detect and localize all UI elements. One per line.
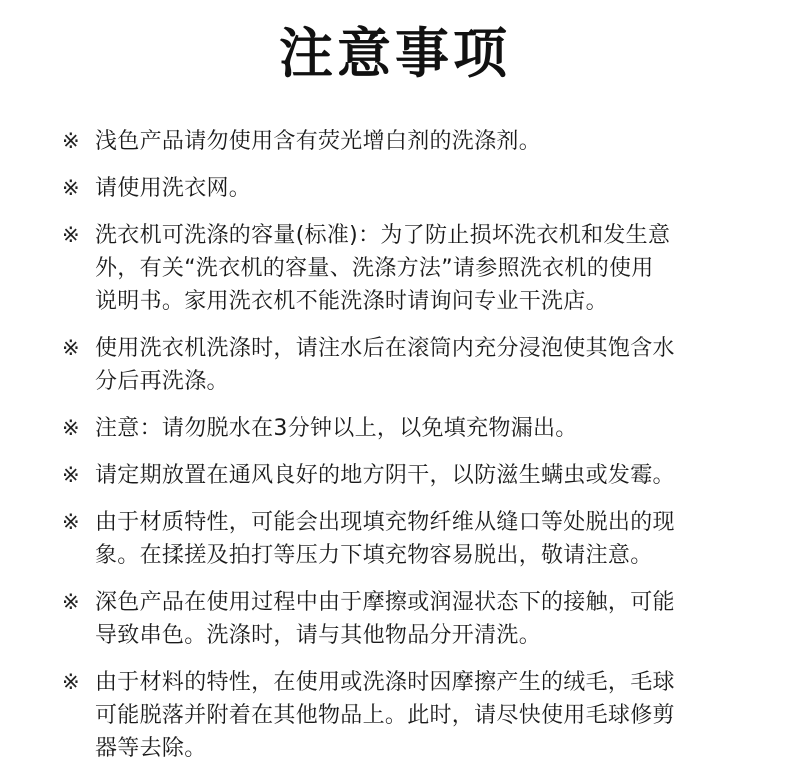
notice-line: 注意：请勿脱水在3分钟以上，以免填充物漏出。 <box>95 416 578 441</box>
notice-text <box>95 666 762 765</box>
notice-text <box>95 506 762 572</box>
reference-mark-icon: ※ <box>62 416 80 440</box>
reference-mark-icon: ※ <box>62 223 80 247</box>
notice-line: 深色产品在使用过程中由于摩擦或润湿状态下的接触，可能 <box>95 590 675 615</box>
notice-item <box>62 666 762 765</box>
notice-item <box>62 459 762 492</box>
notice-text <box>95 412 762 445</box>
notice-item <box>62 219 762 318</box>
reference-mark-icon: ※ <box>62 336 80 360</box>
notice-text <box>95 172 762 205</box>
notice-line: 外，有关“洗衣机的容量、洗涤方法”请参照洗衣机的使用 <box>95 256 654 281</box>
notice-text <box>95 332 762 398</box>
notice-list <box>62 125 762 779</box>
notice-line: 导致串色。洗涤时，请与其他物品分开清洗。 <box>95 623 542 648</box>
notice-item <box>62 586 762 652</box>
notice-line: 使用洗衣机洗涤时，请注水后在滚筒内充分浸泡使其饱含水 <box>95 336 675 361</box>
notice-line: 由于材料的特性，在使用或洗涤时因摩擦产生的绒毛，毛球 <box>95 670 675 695</box>
notice-line: 洗衣机可洗涤的容量(标准)：为了防止损坏洗衣机和发生意 <box>95 223 671 248</box>
reference-mark-icon: ※ <box>62 510 80 534</box>
notice-text <box>95 586 762 652</box>
notice-text <box>95 459 762 492</box>
notice-line: 可能脱落并附着在其他物品上。此时，请尽快使用毛球修剪 <box>95 703 675 728</box>
notice-text <box>95 219 762 318</box>
notice-item <box>62 412 762 445</box>
reference-mark-icon: ※ <box>62 670 80 694</box>
reference-mark-icon: ※ <box>62 590 80 614</box>
page-title: 注意事项 <box>279 22 511 85</box>
notice-item <box>62 332 762 398</box>
notice-item <box>62 125 762 158</box>
notice-line: 器等去除。 <box>95 736 207 761</box>
notice-item <box>62 506 762 572</box>
notice-line: 说明书。家用洗衣机不能洗涤时请询问专业干洗店。 <box>95 289 608 314</box>
notice-line: 分后再洗涤。 <box>95 369 229 394</box>
reference-mark-icon: ※ <box>62 463 80 487</box>
notice-line: 象。在揉搓及拍打等压力下填充物容易脱出，敬请注意。 <box>95 543 653 568</box>
notice-text <box>95 125 762 158</box>
reference-mark-icon: ※ <box>62 176 80 200</box>
reference-mark-icon: ※ <box>62 129 80 153</box>
notice-line: 浅色产品请勿使用含有荧光增白剂的洗涤剂。 <box>95 129 542 154</box>
notice-line: 由于材质特性，可能会出现填充物纤维从缝口等处脱出的现 <box>95 510 675 535</box>
notice-line: 请使用洗衣网。 <box>95 176 252 201</box>
notice-line: 请定期放置在通风良好的地方阴干，以防滋生螨虫或发霉。 <box>95 463 675 488</box>
notice-item <box>62 172 762 205</box>
